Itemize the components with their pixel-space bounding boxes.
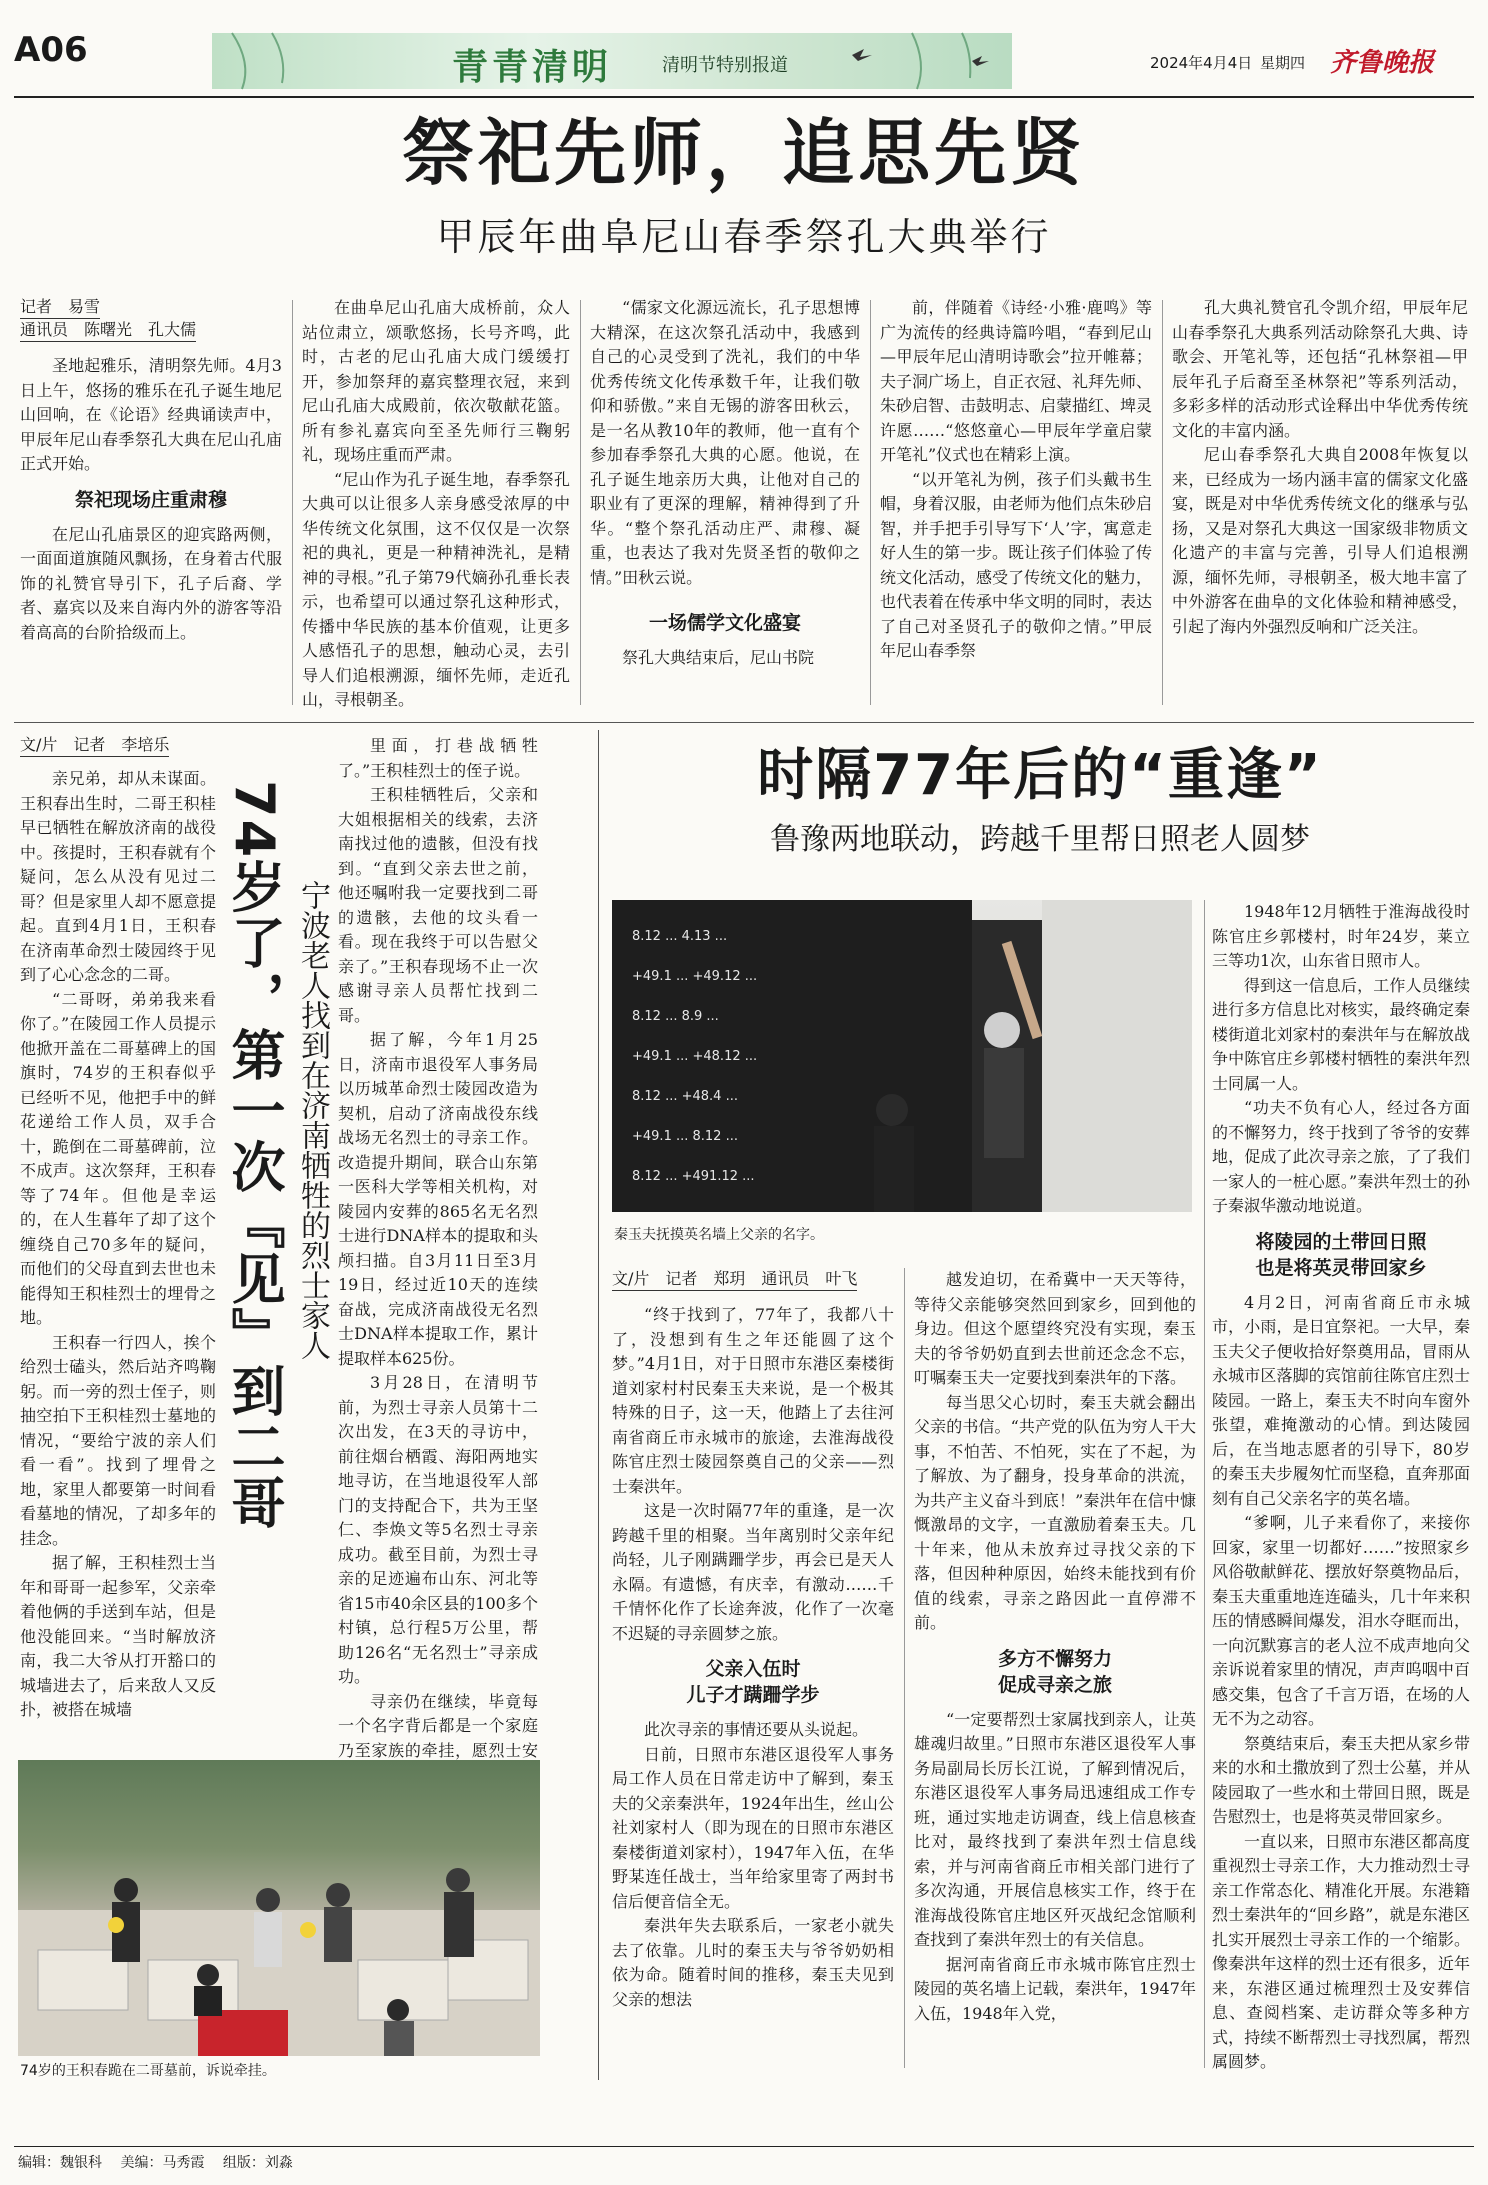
story1-paragraph: 祭孔大典结束后，尼山书院 <box>622 648 815 667</box>
svg-text:8.12 ... 4.13 ...: 8.12 ... 4.13 ... <box>632 929 728 944</box>
story2-photo-caption: 74岁的王积春跪在二哥墓前，诉说牵挂。 <box>20 2063 276 2079</box>
header-rule <box>14 96 1474 98</box>
story3-photo-memorial-wall <box>612 900 1192 1212</box>
story3-subhead: 鲁豫两地联动，跨越千里帮日照老人圆梦 <box>770 822 1310 857</box>
story3-subheading-father: 父亲入伍时 儿子才蹒跚学步 <box>686 1658 820 1706</box>
story2-paragraph: 寻亲仍在继续，毕竟每一个名字背后都是一个家庭乃至家族的牵挂，愿烈士安 <box>338 1691 538 1760</box>
story2-paragraph: “二哥呀，弟弟我来看你了。”在陵园工作人员提示他掀开盖在二哥墓碑上的国旗时，74岁的王积春似乎已经听不见，他把手中的鲜花递给工作人员，双手合十，跪倒在二哥墓碑前，泣不成声。这次祭拜，王积春等了74年。但他是幸运的，在人生暮年了却了这个缠绕自己70多年的疑问，而他们的父母直到去世也未能得知王积桂烈士的埋骨之地。 <box>20 989 216 1327</box>
story3-column-2 <box>914 1268 1196 2068</box>
story1-column-2 <box>302 296 570 712</box>
column-divider <box>580 300 581 705</box>
footer-editor: 编辑：魏银科 <box>18 2155 102 2171</box>
story1-paragraph: 圣地起雅乐，清明祭先师。4月3日上午，悠扬的雅乐在孔子诞生地尼山回响，在《论语》经典诵读声中，甲辰年尼山春季祭孔大典在尼山孔庙正式开始。 <box>20 356 282 473</box>
story2-column-2 <box>338 734 538 1760</box>
svg-text:+49.1 ... +49.12 ...: +49.1 ... +49.12 ... <box>632 969 758 984</box>
story3-headline: 时隔77年后的“重逢” <box>757 743 1323 808</box>
story3-subheading-soil: 将陵园的土带回日照 也是将英灵带回家乡 <box>1255 1230 1427 1279</box>
story2-paragraph: 亲兄弟，却从未谋面。王积春出生时，二哥王积桂早已牺牲在解放济南的战役中。孩提时，王积春就有个疑问，怎么从没有见过二哥？但是家里人却不愿意提起。直到4月1日，王积春在济南革命烈士陵园终于见到了心心念念的二哥。 <box>20 769 216 984</box>
column-divider <box>904 1268 905 2068</box>
story1-byline-reporter: 记者 易雪 <box>20 296 282 319</box>
story3-paragraph: 此次寻亲的事情还要从头说起。 <box>644 1720 869 1739</box>
story3-paragraph: “爹啊，儿子来看你了，来接你回家，家里一切都好……”按照家乡风俗敬献鲜花、摆放好祭奠物品后，秦玉夫重重地连连磕头，几十年来积压的情感瞬间爆发，泪水夺眶而出，一向沉默寡言的老人泣不成声地向父亲诉说着家里的情况，声声呜咽中百感交集，包含了千言万语，在场的人无不为之动容。 <box>1212 1513 1470 1728</box>
column-divider <box>1162 300 1163 705</box>
story2-paragraph: 3月28日，在清明节前，为烈士寻亲人员第十二次出发，在3天的寻访中，前往烟台栖霞、海阳两地实地寻访，在当地退役军人部门的支持配合下，共为王坚仁、李焕文等5名烈士寻亲成功。截至目前，为烈士寻亲的足迹遍布山东、河北等省15市40余区县的100多个村镇，总行程5万公里，帮助126名“无名烈士”寻亲成功。 <box>338 1373 538 1686</box>
story2-subhead: 宁波老人找到在济南牺牲的烈士家人 <box>295 880 330 1360</box>
story3-paragraph: 秦洪年失去联系后，一家老小就失去了依靠。儿时的秦玉夫与爷爷奶奶相依为命。随着时间的推移，秦玉夫见到父亲的想法 <box>612 1916 894 2009</box>
story3-photo-caption: 秦玉夫抚摸英名墙上父亲的名字。 <box>614 1227 824 1243</box>
story2-photo-cemetery <box>18 1760 540 2056</box>
cemetery-scene <box>18 1760 540 2056</box>
footer-designer: 美编：马秀霞 <box>120 2155 205 2171</box>
story3-column-1 <box>612 1268 894 2068</box>
story1-subheading-ceremony: 祭祀现场庄重肃穆 <box>74 488 227 511</box>
svg-text:8.12 ... +48.4 ...: 8.12 ... +48.4 ... <box>632 1089 738 1104</box>
story1-paragraph: “儒家文化源远流长，孔子思想博大精深，在这次祭孔活动中，我感到自己的心灵受到了洗礼，我们的中华优秀传统文化传承数千年，让我们敬仰和骄傲。”来自无锡的游客田秋云，是一名从教10年的教师，他一直有个参加春季祭孔大典的心愿。他说，在孔子诞生地亲历大典，让他对自己的职业有了更深的理解，精神得到了升华。“整个祭孔活动庄严、肃穆、凝重，也表达了我对先贤圣哲的敬仰之情。”田秋云说。 <box>590 298 860 587</box>
story-divider <box>598 730 599 2080</box>
story1-paragraph: 尼山春季祭孔大典自2008年恢复以来，已经成为一场内涵丰富的儒家文化盛宴，既是对中华优秀传统文化的继承与弘扬，又是对祭孔大典这一国家级非物质文化遗产的丰富与完善，引导人们追根溯源，缅怀先师，寻根朝圣，极大地丰富了中外游客在曲阜的文化体验和精神感受，引起了海内外强烈反响和广泛关注。 <box>1172 445 1468 636</box>
story3-paragraph: “终于找到了，77年了，我都八十了，没想到有生之年还能圆了这个梦。”4月1日，对于日照市东港区秦楼街道刘家村村民秦玉夫来说，是一个极其特殊的日子，这一天，他踏上了去往河南省商丘市永城市的旅途，去淮海战役陈官庄烈士陵园祭奠自己的父亲——烈士秦洪年。 <box>612 1305 894 1496</box>
story1-paragraph: 在曲阜尼山孔庙大成桥前，众人站位肃立，颂歌悠扬，长号齐鸣，此时，古老的尼山孔庙大成门缓缓打开，参加祭拜的嘉宾整理衣冠，来到尼山孔庙大成殿前，依次敬献花篮。所有参礼嘉宾向至圣先师行三鞠躬礼，现场庄重而严肃。 <box>302 298 570 464</box>
section-banner <box>212 33 1012 89</box>
svg-text:+49.1 ... +48.12 ...: +49.1 ... +48.12 ... <box>632 1049 758 1064</box>
story1-paragraph: 孔大典礼赞官孔令凯介绍，甲辰年尼山春季祭孔大典系列活动除祭孔大典、诗歌会、开笔礼等，还包括“孔林祭祖—甲辰年孔子后裔至圣林祭祀”等系列活动，多彩多样的活动形式诠释出中华优秀传统文化的丰富内涵。 <box>1172 298 1468 440</box>
footer-credits <box>18 2152 293 2172</box>
story1-subhead: 甲辰年曲阜尼山春季祭孔大典举行 <box>436 215 1052 259</box>
story1-paragraph: 在尼山孔庙景区的迎宾路两侧，一面面道旗随风飘扬，在身着古代服饰的礼赞官导引下，孔子后裔、学者、嘉宾以及来自海内外的游客等沿着高高的台阶拾级而上。 <box>20 524 282 642</box>
svg-text:+49.1 ... 8.12 ...: +49.1 ... 8.12 ... <box>632 1129 738 1144</box>
story1-subheading-feast: 一场儒学文化盛宴 <box>648 612 801 634</box>
story2-column-1 <box>20 734 216 1744</box>
story1-paragraph: “尼山作为孔子诞生地，春季祭孔大典可以让很多人亲身感受浓厚的中华传统文化氛围，这不仅仅是一次祭祀的典礼，更是一种精神洗礼，是精神的寻根。”孔子第79代嫡孙孔垂长表示，也希望可以通过祭孔这种形式，传播中华民族的基本价值观，让更多人感悟孔子的思想，触动心灵，去引导人们追根溯源，缅怀先师，走近孔山，寻根朝圣。 <box>302 469 570 709</box>
story2-paragraph: 王积春一行四人，挨个给烈士磕头，然后站齐鸣鞠躬。而一旁的烈士侄子，则抽空拍下王积桂烈士墓地的情况，“要给宁波的亲人们看一看”。找到了埋骨之地，家里人都要第一时间看看墓地的情况，了却多年的挂念。 <box>20 1332 216 1548</box>
section-rule <box>14 722 1474 723</box>
story1-column-3 <box>590 296 860 712</box>
story3-subheading-efforts: 多方不懈努力 促成寻亲之旅 <box>997 1647 1112 1696</box>
story2-byline: 文/片 记者 李培乐 <box>20 734 216 757</box>
banner-title: 青青清明 <box>452 47 613 88</box>
story3-paragraph: “一定要帮烈士家属找到亲人，让英雄魂归故里。”日照市东港区退役军人事务局副局长厉长江说，了解到情况后，东港区退役军人事务局迅速组成工作专班，通过实地走访调查，线上信息核查比对，最终找到了秦洪年烈士信息线索，并与河南省商丘市相关部门进行了多次沟通，开展信息核实工作，终于在淮海战役陈官庄地区歼灭战纪念馆顺利查找到了秦洪年烈士的有关信息。 <box>914 1709 1196 1949</box>
banner-subtitle: 清明节特别报道 <box>662 55 788 76</box>
story3-column-3 <box>1212 900 1470 2071</box>
story2-paragraph: 据了解，王积桂烈士当年和哥哥一起参军，父亲牵着他俩的手送到车站，但是他没能回来。“当时解放济南，我二大爷从打开豁口的城墙进去了，后来敌人又反扑，被搭在城墙 <box>20 1553 216 1719</box>
story2-paragraph: 里面，打巷战牺牲了。”王积桂烈士的侄子说。 <box>338 736 538 780</box>
issue-date: 2024年4月4日 <box>1150 54 1253 72</box>
story3-paragraph: 每当思父心切时，秦玉夫就会翻出父亲的书信。“共产党的队伍为穷人干大事，不怕苦、不怕死，实在了不起，为了解放、为了翻身，投身革命的洪流，为共产主义奋斗到底！”秦洪年在信中慷慨激昂的文字，一直激励着秦玉夫。几十年来，他从未放弃过寻找父亲的下落，但因种种原因，始终未能找到有价值的线索，寻亲之路因此一直停滞不前。 <box>914 1392 1196 1632</box>
story1-column-4 <box>880 296 1152 712</box>
svg-text:8.12 ... +491.12 ...: 8.12 ... +491.12 ... <box>632 1169 755 1184</box>
story1-headline: 祭祀先师，追思先贤 <box>401 111 1086 195</box>
footer-proof: 组版：刘淼 <box>222 2155 293 2171</box>
column-divider <box>1204 900 1205 2068</box>
story3-paragraph: “功夫不负有心人，经过各方面的不懈努力，终于找到了爷爷的安葬地，促成了此次寻亲之旅，了了我们一家人的一桩心愿。”秦洪年烈士的孙子秦淑华激动地说道。 <box>1212 1098 1470 1215</box>
story3-paragraph: 1948年12月牺牲于淮海战役时陈官庄乡郭楼村，时年24岁，莱立三等功1次，山东省日照市人。 <box>1212 902 1470 970</box>
story3-paragraph: 祭奠结束后，秦玉夫把从家乡带来的水和土撒放到了烈士公墓，并从陵园取了一些水和土带回日照，既是告慰烈士，也是将英灵带回家乡。 <box>1212 1733 1470 1826</box>
svg-text:8.12 ... 8.9 ...: 8.12 ... 8.9 ... <box>632 1009 719 1024</box>
story2-headline: 74岁了，第一次『见』到二哥 <box>223 780 286 1532</box>
memorial-wall-scene <box>612 900 1192 1212</box>
story3-paragraph: 一直以来，日照市东港区都高度重视烈士寻亲工作，大力推动烈士寻亲工作常态化、精准化开展。东港籍烈士秦洪年的“回乡路”，就是东港区扎实开展烈士寻亲工作的一个缩影。像秦洪年这样的烈士还有很多，近年来，东港区通过梳理烈士及安葬信息、查阅档案、走访群众等多种方式，持续不断帮烈士寻找烈属，帮烈属圆梦。 <box>1212 1831 1470 2071</box>
issue-weekday: 星期四 <box>1260 54 1306 72</box>
footer-rule <box>14 2146 1474 2147</box>
story1-column-5 <box>1172 296 1468 712</box>
story1-byline-correspondent: 通讯员 陈曙光 孔大儒 <box>20 319 282 342</box>
column-divider <box>292 300 293 705</box>
story1-paragraph: 前，伴随着《诗经·小雅·鹿鸣》等广为流传的经典诗篇吟唱，“春到尼山—甲辰年尼山清明诗歌会”拉开帷幕；夫子洞广场上，自正衣冠、礼拜先师、朱砂启智、击鼓明志、启蒙描红、埤灵许愿……“悠悠童心—甲辰年学童启蒙开笔礼”仪式也在精彩上演。 <box>880 298 1153 464</box>
story3-paragraph: 这是一次时隔77年的重逢，是一次跨越千里的相聚。当年离别时父亲年纪尚轻，儿子刚蹒跚学步，再会已是天人永隔。有遗憾，有庆幸，有激动……千千情怀化作了长途奔波，化作了一次毫不迟疑的寻亲圆梦之旅。 <box>612 1501 894 1643</box>
story3-paragraph: 据河南省商丘市永城市陈官庄烈士陵园的英名墙上记载，秦洪年，1947年入伍，1948年入党， <box>914 1954 1196 2023</box>
story1-paragraph: “以开笔礼为例，孩子们头戴书生帽，身着汉服，由老师为他们点朱砂启智，并手把手引导写下‘人’字，寓意走好人生的第一步。既让孩子们体验了传统文化活动，感受了传统文化的魅力，也代表着在传承中华文明的同时，表达了自己对圣贤孔子的敬仰之情。”甲辰年尼山春季祭 <box>880 469 1153 660</box>
story3-byline: 文/片 记者 郑玥 通讯员 叶飞 <box>612 1268 894 1291</box>
story1-column-1 <box>20 296 282 712</box>
newspaper-logo: 齐鲁晚报 <box>1330 48 1435 78</box>
page-number: A06 <box>14 30 88 70</box>
story3-paragraph: 4月2日，河南省商丘市永城市，小雨，是日宜祭祀。一大早，秦玉夫父子便收拾好祭奠用品，冒雨从永城市区落脚的宾馆前往陈官庄烈士陵园。一路上，秦玉夫不时向车窗外张望，难掩激动的心情。到达陵园后，在当地志愿者的引导下，80岁的秦玉夫步履匆忙而坚稳，直奔那面刻有自己父亲名字的英名墙。 <box>1212 1292 1470 1508</box>
story3-paragraph: 得到这一信息后，工作人员继续进行多方信息比对核实，最终确定秦楼街道北刘家村的秦洪年与在解放战争中陈官庄乡郭楼村牺牲的秦洪年烈士同属一人。 <box>1212 975 1470 1093</box>
story3-paragraph: 日前，日照市东港区退役军人事务局工作人员在日常走访中了解到，秦玉夫的父亲秦洪年，1924年出生，丝山公社刘家村人（即为现在的日照市东港区秦楼街道刘家村），1947年入伍，在华野某连任战士，当年给家里寄了两封书信后便音信全无。 <box>612 1744 894 1911</box>
story2-paragraph: 王积桂牺牲后，父亲和大姐根据相关的线索，去济南找过他的遗骸，但没有找到。“直到父亲去世之前，他还嘱咐我一定要找到二哥的遗骸，去他的坟头看一看。现在我终于可以告慰父亲了。”王积春现场不止一次感谢寻亲人员帮忙找到二哥。 <box>338 785 538 1025</box>
story3-paragraph: 越发迫切，在希冀中一天天等待，等待父亲能够突然回到家乡，回到他的身边。但这个愿望终究没有实现，秦玉夫的爷爷奶奶直到去世前还念念不忘，叮嘱秦玉夫一定要找到秦洪年的下落。 <box>914 1270 1196 1387</box>
column-divider <box>870 300 871 705</box>
story2-paragraph: 据了解，今年1月25日，济南市退役军人事务局以历城革命烈士陵园改造为契机，启动了济南战役东线战场无名烈士的寻亲工作。改造提升期间，联合山东第一医科大学等相关机构，对陵园内安葬的865名无名烈士进行DNA样本的提取和头颅扫描。自3月11日至3月19日，经过近10天的连续奋战，完成济南战役无名烈士DNA样本提取工作，累计提取样本625份。 <box>338 1030 538 1368</box>
